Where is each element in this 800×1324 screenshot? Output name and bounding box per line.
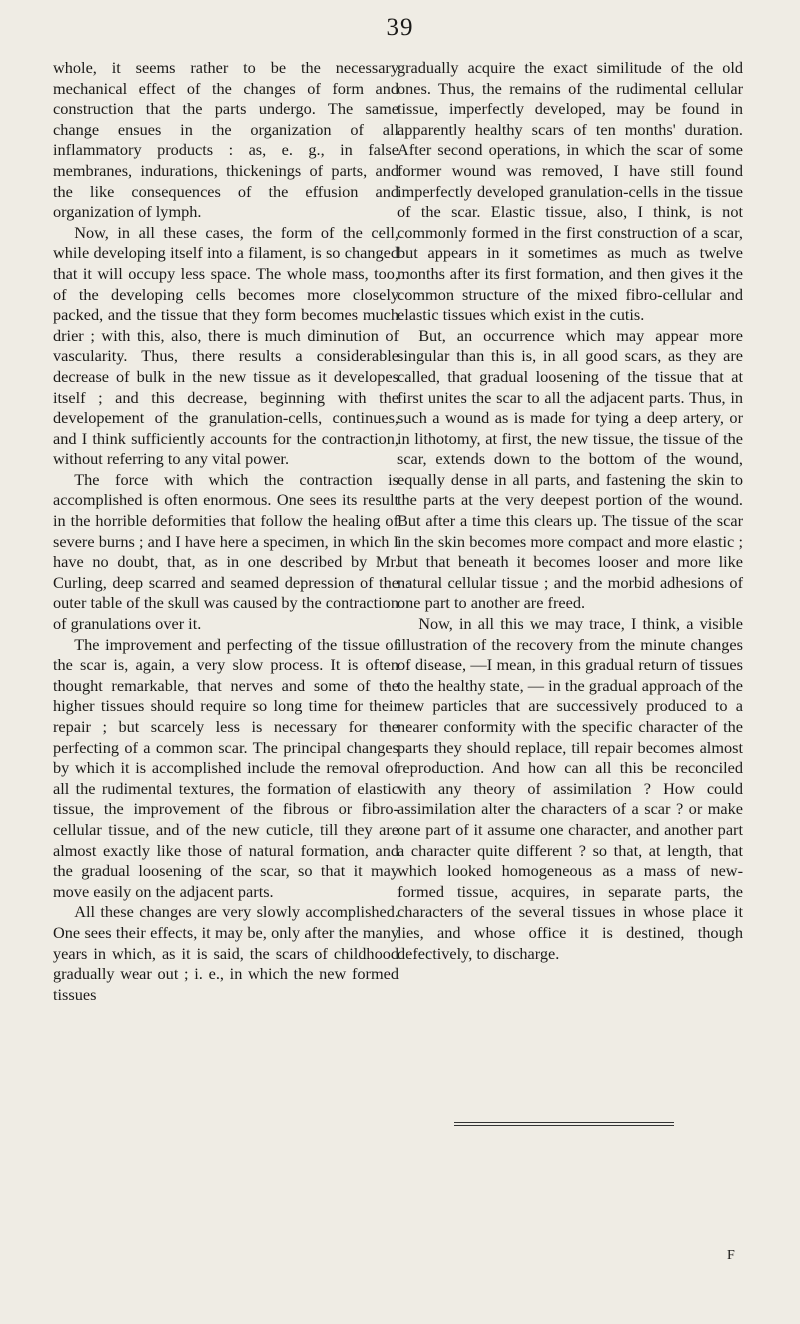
paragraph: gradually acquire the exact similitude of the old ones. Thus, the remains of the rudimental cellular tissue, imperfectly developed, may be found in apparently healthy scars of ten months' duration. After second operations, in which the scar of some former wound was removed, I have still found imperfectly developed granulation-cells in the tissue of the scar. Elastic tissue, also, I think, is not commonly formed in the first construction of a scar, but appears in it sometimes as much as twelve months after its first formation, and then gives it the common structure of the mixed fibro-cellular and elastic tissues which exist in the cutis. [397, 58, 743, 325]
right-column [397, 58, 743, 964]
divider [454, 1122, 674, 1123]
paragraph: Now, in all these cases, the form of the cell, while developing itself into a filament, is so changed that it will occupy less space. The whole mass, too, of the developing cells becomes more closely packed, and the tissue that they form becomes much drier ; with this, also, there is much diminution of vascularity. Thus, there results a considerable decrease of bulk in the new tissue as it developes itself ; and this decrease, beginning with the developement of the granulation-cells, continues, and I think sufficiently accounts for the contraction, without referring to any vital power. [53, 222, 399, 469]
paragraph: The force with which the contraction is accomplished is often enormous. One sees its result in the horrible deformities that follow the healing of severe burns ; and I have here a specimen, in which I have no doubt, that, as in one described by Mr. Curling, deep scarred and seamed depression of the outer table of the skull was caused by the contraction of granulations over it. [53, 469, 399, 634]
paragraph: The improvement and perfecting of the tissue of the scar is, again, a very slow process. It is often thought remarkable, that nerves and some of the higher tissues should require so long time for their repair ; but scarcely less is necessary for the perfecting of a common scar. The principal changes by which it is accomplished include the removal of all the rudimental textures, the formation of elastic tissue, the improvement of the fibrous or fibro-cellular tissue, and of the new cuticle, till they are almost exactly like those of natural formation, and the gradual loosening of the scar, so that it may move easily on the adjacent parts. [53, 634, 399, 901]
divider [454, 1125, 674, 1126]
paragraph: But, an occurrence which may appear more singular than this is, in all good scars, as they are called, that gradual loosening of the tissue that at first unites the scar to all the adjacent parts. Thus, in such a wound as is made for tying a deep artery, or in lithotomy, at first, the new tissue, the tissue of the scar, extends down to the bottom of the wound, equally dense in all parts, and fastening the skin to the parts at the very deepest portion of the wound. But after a time this clears up. The tissue of the scar in the skin becomes more compact and more elastic ; but that beneath it becomes looser and more like natural cellular tissue ; and the morbid adhesions of one part to another are freed. [397, 325, 743, 613]
paragraph: Now, in all this we may trace, I think, a visible illustration of the recovery from the minute changes of disease, —I mean, in this gradual return of tissues to the healthy state, — in the gradual approach of the new particles that are successively produced to a nearer conformity with the specific character of the parts they should replace, till repair becomes almost reproduction. And how can all this be reconciled with any theory of assimilation ? How could assimilation alter the characters of a scar ? or make one part of it assume one character, and another part a character quite different ? so that, at length, that which looked homogeneous as a mass of new-formed tissue, acquires, in separate parts, the characters of the several tissues in whose place it lies, and whose office it is destined, though defectively, to discharge. [397, 614, 743, 963]
signature-mark: F [727, 1248, 735, 1263]
page-number: 39 [386, 14, 414, 41]
section-end-rule [454, 1122, 674, 1128]
paragraph: whole, it seems rather to be the necessary mechanical effect of the changes of form and construction that the parts undergo. The same change ensues in the organization of all inflammatory products : as, e. g., in false membranes, indurations, thickenings of parts, and the like consequences of the effusion and organization of lymph. [53, 58, 399, 222]
left-column [53, 58, 399, 1005]
paragraph: All these changes are very slowly accomplished. One sees their effects, it may be, only after the many years in which, as it is said, the scars of childhood gradually wear out ; i. e., in which the new formed tissues [53, 902, 399, 1004]
